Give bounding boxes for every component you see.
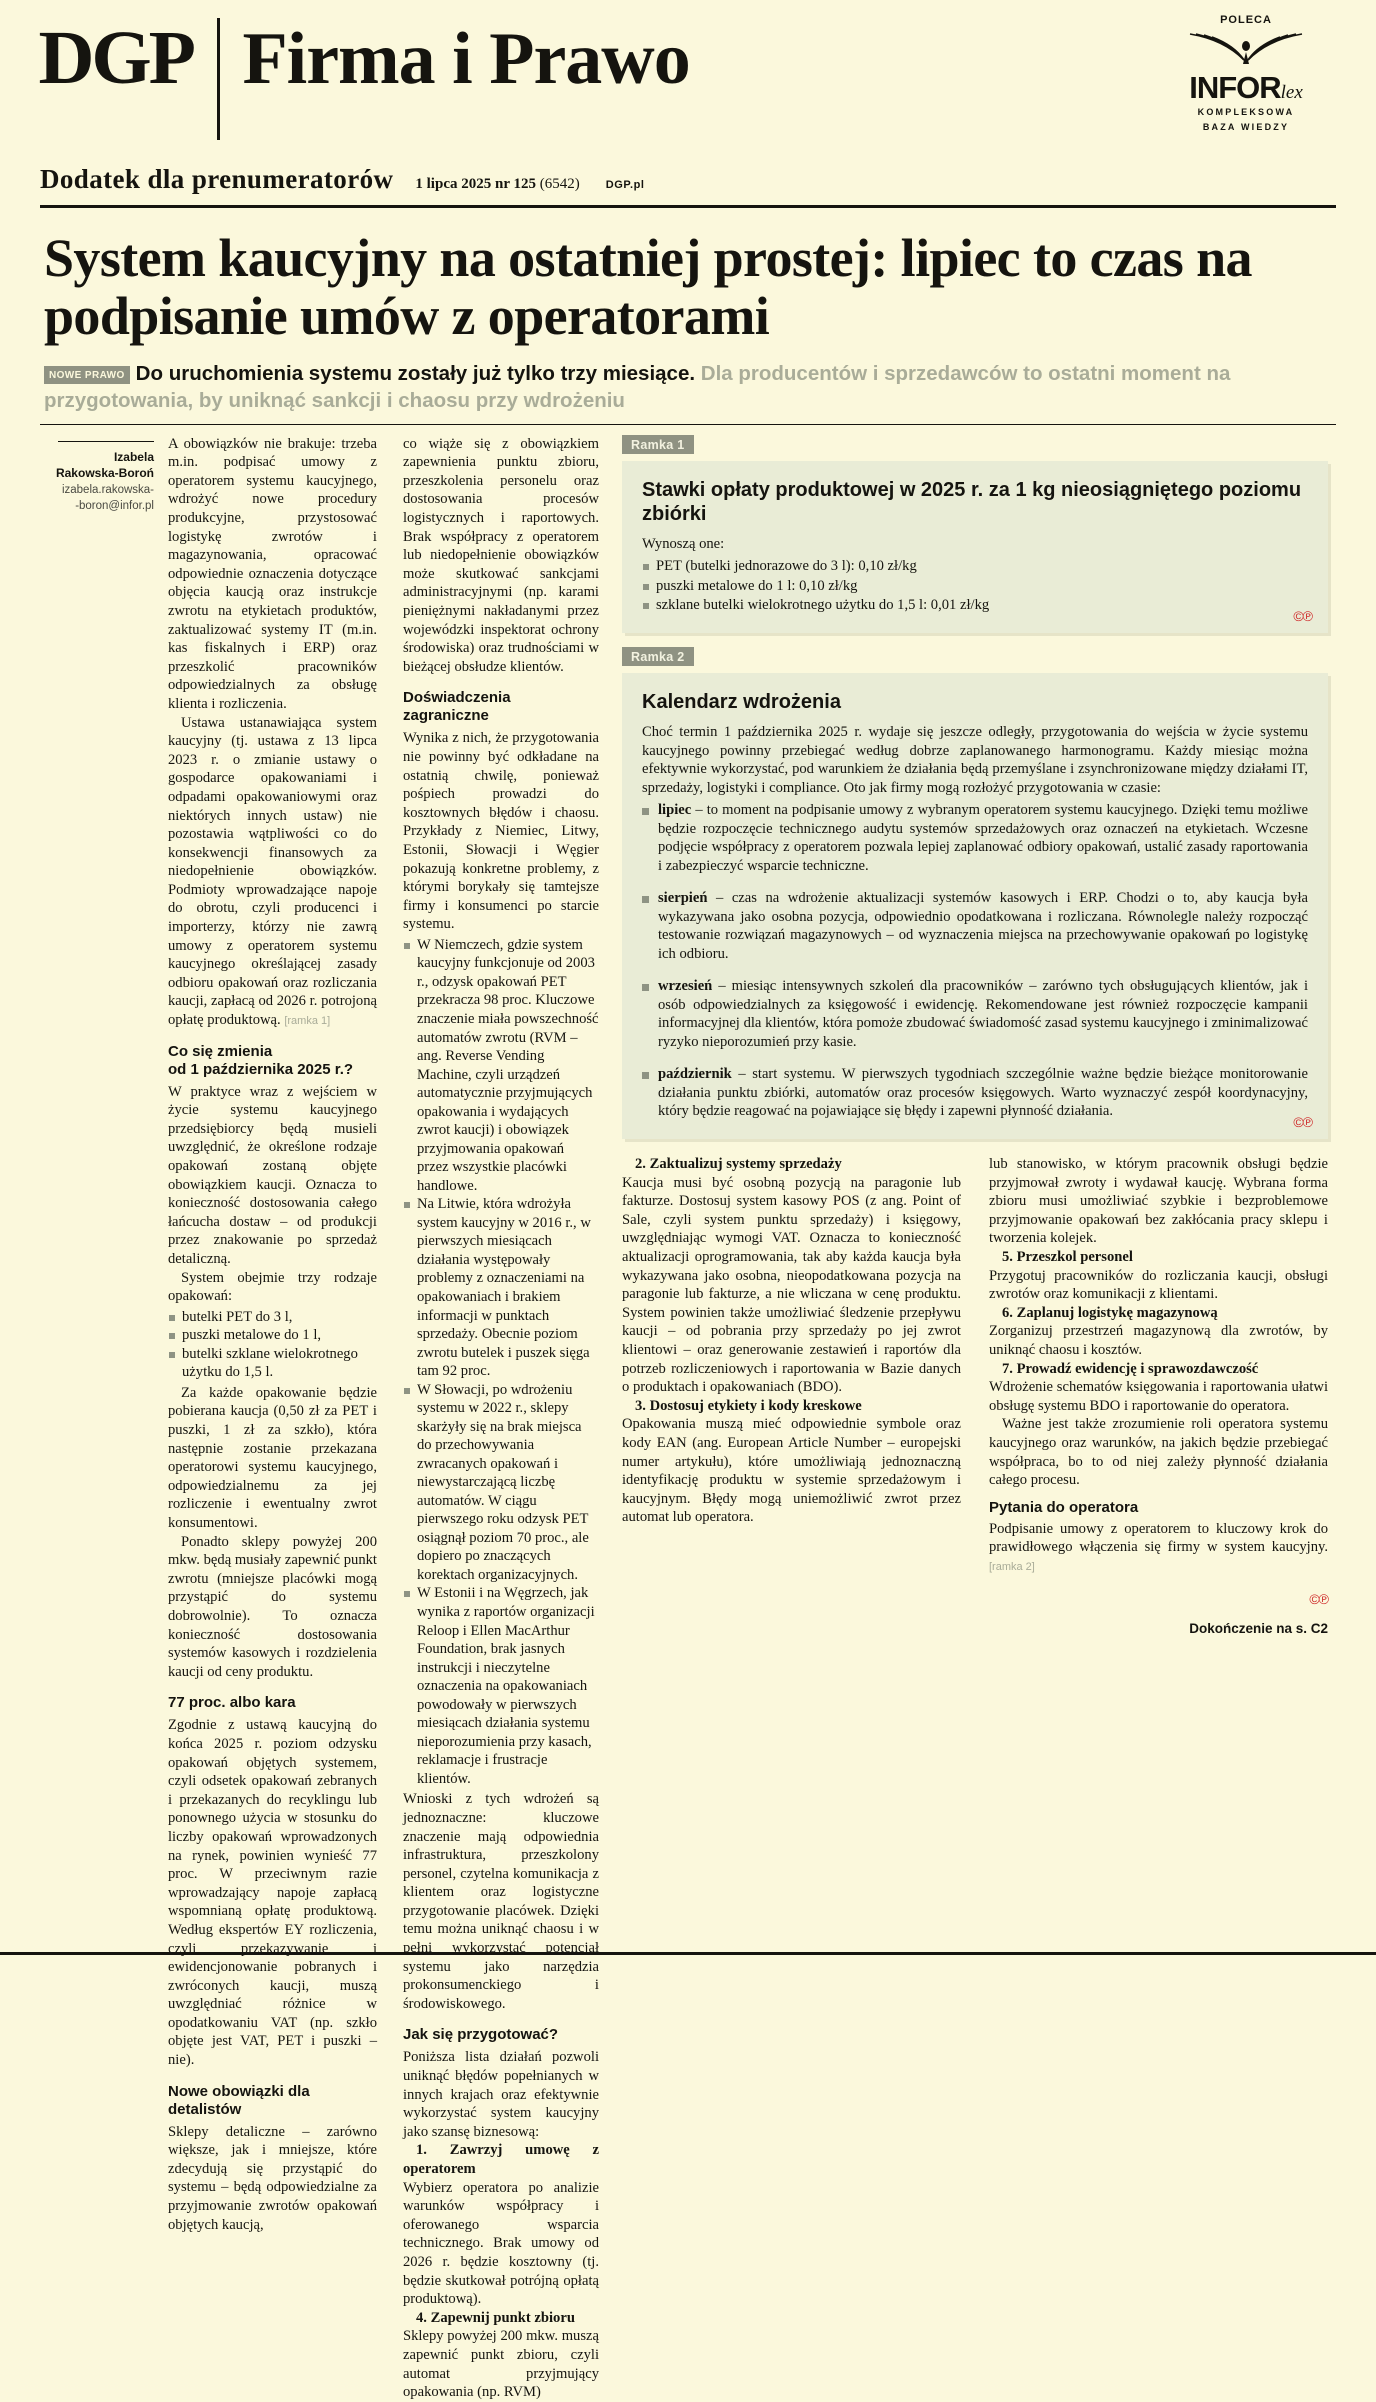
list-item: puszki metalowe do 1 l, (168, 1326, 377, 1345)
foreign-examples-list (403, 936, 599, 1788)
month-text: – miesiąc intensywnych szkoleń dla pracowników – zarówno tych obsługujących klientów, jak i osób odpowiedzialnych za księgowość i ewidencję. Rekomendowane jest również rozpoczęcie kampanii informacyjnej dla klientów, która pomoże zbudować świadomość zasad systemu kaucyjnego i zminimalizować ryzyko nieporozumień przy kasie. (658, 977, 1308, 1050)
paragraph: System obejmie trzy rodzaje opakowań: (168, 1269, 377, 1305)
section-heading (168, 1043, 377, 1079)
section-heading: Jak się przygotować? (403, 2026, 559, 2044)
infor-tagline-2: BAZA WIEDZY (1202, 122, 1290, 133)
packaging-list (168, 1308, 377, 1382)
implementation-calendar-list (642, 801, 1308, 1121)
paragraph: lub stanowisko, w którym pracownik obsługi będzie przyjmował zwroty i wydawał kaucję. Wybrana forma zbioru musi umożliwiać szybkie i bezproblemowe przyjmowanie opakowań bez zakłócania pracy sklepu i tworzenia kolejek. (989, 1156, 1328, 1247)
copyright-mark: ©℗ (1293, 1114, 1312, 1130)
ramka-1-tag-wrap (622, 435, 1328, 461)
logo-firma-i-prawo: Firma i Prawo (242, 18, 690, 100)
paragraph (989, 1520, 1328, 1576)
lead-rule (40, 424, 1336, 425)
issue-number: (6542) (539, 176, 580, 192)
step-number: 3. (635, 1397, 650, 1414)
ramka-1-tag: Ramka 1 (622, 435, 694, 454)
paragraph: Ponadto sklepy powyżej 200 mkw. będą musiały zapewnić punkt zwrotu (mniejsze placówki mogą przystąpić do systemu dobrowolnie). To oznacza konieczność dostosowania systemów kasowych i rozdzielenia kaucji od ceny produktu. (168, 1533, 377, 1680)
calendar-item-sierpien (642, 889, 1308, 964)
bottom-rule (0, 1952, 1376, 1955)
site-label: DGP.pl (605, 179, 645, 191)
calendar-item-pazdziernik (642, 1065, 1308, 1121)
section-heading: 77 proc. albo kara (168, 1694, 296, 1712)
ramka-2-title: Kalendarz wdrożenia (642, 690, 841, 713)
ramka-1-intro: Wynoszą one: (642, 536, 725, 553)
paragraph: Wnioski z tych wdrożeń są jednoznaczne: kluczowe znaczenie mają odpowiednia infrastruktura, przeszkolony personel, czytelna komunikacja z klientem oraz logistyczne przygotowanie placówek. Dzięki temu można uniknąć chaosu i w pełni wykorzystać potencjał systemu jako narzędzia prokonsumenckiego i środowiskowego. (403, 1791, 599, 2012)
list-item: W Niemczech, gdzie system kaucyjny funkcjonuje od 2003 r., odzysk opakowań PET przekracza 98 proc. Kluczowe znaczenie miała powszechność automatów zwrotu (RVM – ang. Reverse Vending Machine, czyli urządzeń automatycznie przyjmujących opakowania i wydających zwrot kaucji) i obowiązek przyjmowania opakowań przez wszystkie placówki handlowe. (403, 936, 599, 1195)
lex-text: lex (1280, 82, 1303, 103)
infor-wordmark (1156, 72, 1336, 103)
masthead (40, 0, 1336, 164)
infor-lex-logo (1156, 14, 1336, 133)
article-column-b (390, 435, 612, 2402)
step-number: 7. (1002, 1360, 1017, 1377)
month-name: lipiec (658, 801, 692, 818)
heading-line-2: od 1 października 2025 r.? (168, 1060, 354, 1078)
article-lead (44, 360, 1336, 414)
paragraph: A obowiązków nie brakuje: trzeba m.in. podpisać umowy z operatorem systemu kaucyjnego, wdrożyć nowe procedury produkcyjne, przystosować logistykę zwrotów i magazynowania, opracować odpowiednie oznaczenia dotyczące objęcia kaucją oraz instrukcje zwrotu na etykietach produktów, zaktualizować systemy IT (m.in. kas fiskalnych i ERP) oraz przeszkolić pracowników odpowiedzialnych za obsługę klienta i rozliczenia. (168, 435, 377, 712)
article-column-a (168, 435, 390, 2402)
issue-date: 1 lipca 2025 nr 125 (415, 176, 536, 192)
ramka-reference: [ramka 1] (284, 1015, 331, 1028)
masthead-divider (217, 18, 220, 140)
step-body: Sklepy powyżej 200 mkw. muszą zapewnić punkt zbioru, czyli automat przyjmujący opakowania (np. RVM) (403, 2328, 599, 2401)
list-item: W Słowacji, po wdrożeniu systemu w 2022 r., sklepy skarżyły się na brak miejsca do przechowywania zwracanych opakowań i niewystarczającą liczbę automatów. W ciągu pierwszego roku odzysk PET osiągnął poziom 70 proc., ale dopiero po znaczących korektach organizacyjnych. (403, 1381, 599, 1585)
lower-columns (622, 1155, 1328, 1636)
step-body: Wybierz operatora po analizie warunków współpracy i oferowanego wsparcia technicznego. Brak umowy od 2026 r. będzie kosztowny (tj. będzie skutkował potrójną opłatą produktową). (403, 2179, 599, 2308)
copyright-line (989, 1591, 1328, 1609)
step-number: 5. (1002, 1248, 1017, 1265)
masthead-rule (40, 205, 1336, 208)
status-badge: NOWE PRAWO (44, 366, 130, 384)
paragraph: Zgodnie z ustawą kaucyjną do końca 2025 r. poziom odzysku opakowań objętych systemem, czyli odsetek opakowań zebranych i przekazanych do recyklingu lub ponownego użycia w stosunku do liczby opakowań wprowadzonych na rynek, powinien wynieść 77 proc. W przeciwnym razie wprowadzający napoje zapłacą wspomnianą opłatę produktową. Według ekspertów EY rozliczenia, czyli przekazywanie i ewidencjonowanie pobranych i zwróconych kaucji, muszą uwzględniać różnice w opodatkowaniu VAT (np. szkło objęte jest VAT, PET i puszki – nie). (168, 1717, 377, 2069)
calendar-item-lipiec (642, 801, 1308, 876)
checklist-step-4 (403, 2309, 599, 2402)
copyright-mark: ©℗ (1293, 607, 1312, 624)
byline-rule (58, 441, 154, 442)
ramka-2-intro: Choć termin 1 października 2025 r. wydaje się jeszcze odległy, przygotowania do wejścia w życie systemu kaucyjnego powinny przebiegać według dobrze zaplanowanego harmonogramu. Każdy miesiąc można efektywnie wykorzystać, pod warunkiem że działania będą przemyślane i zsynchronizowane między działami IT, sprzedaży, logistyki i compliance. Oto jak firmy mogą rozłożyć przygotowania w czasie: (642, 724, 1308, 797)
infor-tagline-1: KOMPLEKSOWA (1197, 107, 1295, 117)
paragraph: Za każde opakowanie będzie pobierana kaucja (0,50 zł za PET i puszki, 1 zł za szkło), która następnie zostanie przekazana operatorowi systemu kaucyjnego, odpowiedzialnemu za jej rozliczenie i ewentualny zwrot konsumentowi. (168, 1384, 377, 1532)
list-item: PET (butelki jednorazowe do 3 l): 0,10 zł/kg (642, 557, 1308, 576)
checklist-step-1 (403, 2141, 599, 2308)
ramka-2-tag: Ramka 2 (622, 647, 694, 666)
supplement-label: Dodatek dla prenumeratorów (40, 164, 394, 194)
paragraph: Wynika z nich, że przygotowania nie powinny być odkładane na ostatnią chwilę, ponieważ pośpiech prowadzi do kosztownych błędów i chaosu. Przykłady z Niemiec, Litwy, Estonii, Słowacji i Węgier pokazują konkretne problemy, z którymi borykały się tamtejsze firmy i konsumenci po starcie systemu. (403, 730, 599, 933)
ramka-2-tag-wrap (622, 647, 1328, 673)
main-columns (40, 435, 1336, 2402)
right-section (612, 435, 1328, 2402)
lower-column-right (975, 1155, 1328, 1636)
paragraph: co wiąże się z obowiązkiem zapewnienia punktu zbioru, przeszkolenia personelu oraz dostosowania procesów logistycznych i raportowych. Brak współpracy z operatorem lub niedopełnienie obowiązków może skutkować sankcjami administracyjnymi (np. karami pieniężnymi nakładanymi przez wojewódzki inspektorat ochrony środowiska) oraz trudnościami w bieżącej obsłudze klientów. (403, 435, 599, 675)
section-heading: Doświadczenia zagraniczne (403, 689, 511, 725)
copyright-mark: ©℗ (1309, 1591, 1328, 1608)
issue-info (415, 176, 579, 193)
month-text: – to moment na podpisanie umowy z wybranym operatorem systemu kaucyjnego. Dzięki temu możliwe będzie rozpoczęcie technicznego audytu systemów sprzedażowych oraz oznaczeń na etykietach. Wczesne podjęcie współpracy z operatorem pozwala lepiej zaplanować odbiory opakowań, ustalić zasady raportowania i zabezpieczyć wsparcie techniczne. (658, 801, 1308, 874)
checklist-step-7 (989, 1360, 1328, 1416)
list-item: Na Litwie, która wdrożyła system kaucyjny w 2016 r., w pierwszych miesiącach działania występowały problemy z oznaczeniami na opakowaniach i brakiem informacji w punktach sprzedaży. Obecnie poziom zwrotu butelek i puszek sięga tam 92 proc. (403, 1195, 599, 1380)
step-body: Przygotuj pracowników do rozliczania kaucji, obsługi zwrotów oraz komunikacji z klientami. (989, 1267, 1328, 1303)
spacer (622, 633, 1328, 647)
list-item: puszki metalowe do 1 l: 0,10 zł/kg (642, 577, 1308, 596)
month-name: październik (658, 1065, 732, 1082)
author-email-part2: -boron@infor.pl (75, 500, 154, 513)
supplement-bar (40, 164, 1336, 203)
checklist-step-5 (989, 1248, 1328, 1304)
step-number: 6. (1002, 1304, 1017, 1321)
author-email-part1: izabela.rakowska- (61, 484, 154, 497)
paragraph: Ważne jest także zrozumienie roli operatora systemu kaucyjnego oraz warunków, na jakich będzie przebiegać współpraca, bo to od niej zależy płynność działania całego procesu. (989, 1416, 1328, 1489)
author-first-name: Izabela (113, 449, 154, 464)
step-title: Zapewnij punkt zbioru (430, 2309, 575, 2326)
author-last-name: Rakowska-Boroń (55, 466, 154, 481)
lower-column-left (622, 1155, 975, 1636)
step-title: Zawrzyj umowę z operatorem (403, 2142, 600, 2177)
ramka-2-box (622, 673, 1328, 1139)
step-body: Wdrożenie schematów księgowania i raportowania ułatwi obsługę systemu BDO i raportowanie do operatora. (989, 1379, 1328, 1414)
step-title: Przeszkol personel (1016, 1248, 1133, 1265)
paragraph-text: Ustawa ustanawiająca system kaucyjny (tj. ustawa z 13 lipca 2023 r. o zmianie ustawy o gospodarce opakowaniami i odpadami opakowaniowymi oraz niektórych innych ustaw) nie pozostawia wątpliwości co do konsekwencji finansowych za niedopełnienie obowiązków. Podmioty wprowadzające napoje do obrotu, czyli producenci i importerzy, którzy nie zawrą umowy z operatorem systemu kaucyjnego określającej zasady odbioru opakowań oraz rozliczania kaucji, zapłacą od 2026 r. potrojoną opłatę produktową. (168, 714, 377, 1029)
paragraph: Poniższa lista działań pozwoli uniknąć błędów popełnianych w innych krajach oraz efektywnie wykorzystać system kaucyjny jako szansę biznesową: (403, 2049, 599, 2140)
paragraph (168, 714, 377, 1030)
checklist-step-2 (622, 1155, 961, 1397)
month-text: – start systemu. W pierwszych tygodniach szczególnie ważne będzie bieżące monitorowanie działania punktu zbiórki, automatów oraz procesów księgowych. Warto wyznaczyć zespół koordynacyjny, który będzie reagować na pojawiające się błędy i zapewni płynność działania. (658, 1065, 1308, 1120)
step-title: Zaktualizuj systemy sprzedaży (649, 1156, 842, 1172)
logo-dgp: DGP (38, 16, 193, 100)
infor-wings-icon (1186, 30, 1306, 70)
section-heading: Nowe obowiązki dla detalistów (168, 2082, 310, 2118)
lead-grey-text: Dla producentów i sprzedawców to ostatni moment na przygotowania, by uniknąć sankcji i chaosu przy wdrożeniu (44, 361, 1231, 412)
ramka-1-box (622, 461, 1328, 633)
continuation-note: Dokończenie na s. C2 (1189, 1621, 1328, 1637)
month-name: wrzesień (658, 977, 713, 994)
step-number: 1. (416, 2142, 450, 2159)
month-name: sierpień (658, 889, 708, 906)
page-title: System kaucyjny na ostatniej prostej: lipiec to czas na podpisanie umów z operatorami (44, 228, 1252, 346)
section-heading: Pytania do operatora (989, 1498, 1139, 1516)
checklist-step-3 (622, 1397, 961, 1527)
calendar-item-wrzesien (642, 977, 1308, 1052)
step-body: Zorganizuj przestrzeń magazynową dla zwrotów, by uniknąć chaosu i kosztów. (989, 1323, 1328, 1358)
poleca-label: POLECA (1220, 14, 1272, 26)
list-item: butelki PET do 3 l, (168, 1308, 377, 1327)
step-body: Kaucja musi być osobną pozycją na paragonie lub fakturze. Dostosuj system kasowy POS (z ang. Point of Sale, czyli system punktu sprzedaży) i księgowy, uwzględniając wymogi VAT. Oznacza to konieczność aktualizacji oprogramowania, tak aby każda kaucja była wykazywana jako osobna, nieopodatkowana pozycja na paragonie lub fakturze, a nie wliczana w cenę produktu. System powinien także umożliwiać śledzenie przepływu kaucji – od pobrania przy sprzedaży po jej zwrot klientowi – oraz generowanie zestawień i raportów dla potrzeb rozliczeniowych i raportowania w Bazie danych o produktach i opakowaniach (BDO). (622, 1174, 961, 1396)
step-title: Dostosuj etykiety i kody kreskowe (649, 1397, 862, 1414)
step-body: Opakowania muszą mieć odpowiednie symbole oraz kody EAN (ang. European Article Number – europejski numer artykułu), które umożliwiają jednoznaczną identyfikację produktu w systemie sprzedażowym i kaucyjnym. Błędy mogą uniemożliwić zwrot przez automat lub operatora. (622, 1416, 961, 1526)
byline-column (40, 435, 168, 2402)
checklist-step-6 (989, 1304, 1328, 1360)
step-title: Prowadź ewidencję i sprawozdawczość (1016, 1360, 1259, 1377)
month-text: – czas na wdrożenie aktualizacji systemów kasowych i ERP. Chodzi o to, aby kaucja była wykazywana jako osobna pozycja, odpowiednio opodatkowana i rozliczana. Równolegle należy rozpocząć testowanie rozwiązań magazynowych – od wyznaczenia miejsca na przechowywanie opakowań po logistykę ich odbioru. (658, 889, 1308, 962)
author-byline (40, 449, 154, 515)
list-item: butelki szklane wielokrotnego użytku do 1,5 l. (168, 1345, 377, 1382)
list-item: W Estonii i na Węgrzech, jak wynika z raportów organizacji Reloop i Ellen MacArthur Foundation, brak jasnych instrukcji i nieczytelne oznaczenia na opakowaniach powodowały w pierwszych miesiącach działania systemu nieporozumienia przy kasach, reklamacje i frustracje klientów. (403, 1584, 599, 1788)
step-number: 4. (416, 2309, 431, 2326)
paragraph: Sklepy detaliczne – zarówno większe, jak i mniejsze, które zdecydują się przystąpić do systemu – będą odpowiedzialne za przyjmowanie zwrotów opakowań objętych kaucją, (168, 2123, 377, 2233)
heading-line-1: Co się zmienia (168, 1042, 273, 1060)
ramka-1-title: Stawki opłaty produktowej w 2025 r. za 1 kg nieosiągniętego poziomu zbiórki (642, 478, 1302, 526)
step-title: Zaplanuj logistykę magazynową (1016, 1304, 1218, 1321)
infor-text: INFOR (1189, 70, 1281, 105)
ramka-reference: [ramka 2] (989, 1560, 1035, 1573)
step-number: 2. (635, 1156, 650, 1172)
paragraph-text: Podpisanie umowy z operatorem to kluczowy krok do prawidłowego włączenia się firmy w system kaucyjny. (989, 1520, 1328, 1556)
list-item: szklane butelki wielokrotnego użytku do 1,5 l: 0,01 zł/kg (642, 596, 1308, 615)
ramka-1-list (642, 557, 1308, 615)
paragraph: W praktyce wraz z wejściem w życie systemu kaucyjnego przedsiębiorcy będą musieli uwzględnić, że określone rodzaje opakowań zostaną objęte obowiązkiem kaucji. Oznacza to konieczność dostosowania całego łańcucha dostaw – od produkcji przez znakowanie po sprzedaż detaliczną. (168, 1083, 377, 1267)
lead-dark-text: Do uruchomienia systemu zostały już tylko trzy miesiące. (135, 361, 696, 385)
